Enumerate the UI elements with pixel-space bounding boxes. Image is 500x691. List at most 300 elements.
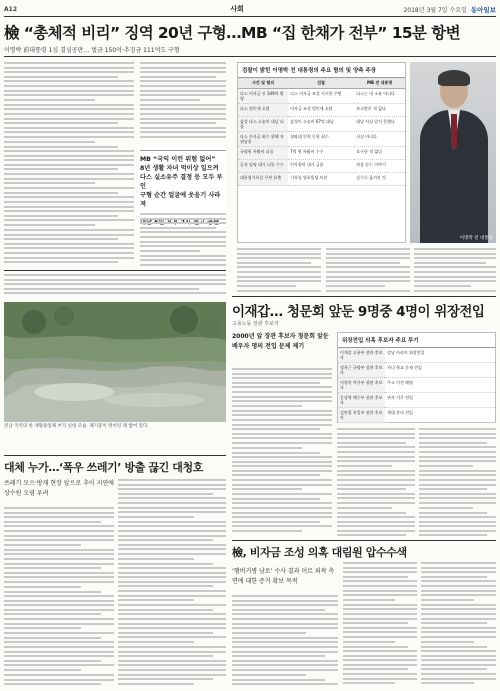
body-text-line <box>118 516 194 518</box>
body-text-line <box>421 673 496 675</box>
body-text-line <box>118 595 226 597</box>
body-text-line <box>118 563 213 565</box>
table-row <box>238 147 405 160</box>
body-text-line <box>4 279 226 281</box>
body-text-line <box>4 627 81 629</box>
body-text-line <box>232 377 332 379</box>
body-text-line <box>337 493 415 495</box>
body-text-line <box>4 196 134 198</box>
body-text-line <box>337 428 415 430</box>
second-headline: 이재갑… 청문회 앞둔 9명중 4명이 위장전입 <box>232 304 485 320</box>
body-text-line <box>140 71 226 73</box>
body-text-line <box>421 585 496 587</box>
body-text-line <box>421 571 496 573</box>
body-text-line <box>326 262 400 264</box>
body-text-line <box>118 581 226 583</box>
body-text-line <box>118 664 226 666</box>
table-row <box>338 393 495 408</box>
body-text-line <box>140 264 226 266</box>
table-cell: 실수로 옮겨진 것 <box>354 173 405 186</box>
body-text-line <box>232 618 338 620</box>
body-text-line <box>232 405 302 407</box>
body-text-line <box>414 248 496 250</box>
body-text-line <box>421 678 496 680</box>
body-text-line <box>421 641 474 643</box>
third-subhead: 쓰레기 모으·방재 현장 앞으로 추이 지연에 상수원 오염 우려 <box>4 480 114 497</box>
table-cell: 대납 사실 알지 못했다 <box>354 117 405 132</box>
body-text-line <box>232 516 332 518</box>
body-text-line <box>118 576 226 578</box>
body-text-line <box>118 646 226 648</box>
body-text-line <box>140 85 226 87</box>
body-text-line <box>232 373 332 375</box>
body-text-line <box>337 451 415 453</box>
body-text-line <box>4 521 101 523</box>
table-cell: 세대 분리 전입 <box>385 408 495 423</box>
body-text-line <box>237 290 321 292</box>
body-text-line <box>326 290 410 292</box>
body-text-line <box>118 618 226 620</box>
body-text-line <box>232 674 306 676</box>
body-text-line <box>140 127 226 129</box>
body-text-line <box>232 442 332 444</box>
body-text-line <box>118 613 226 615</box>
body-text-line <box>4 257 134 259</box>
body-text-line <box>118 683 194 685</box>
body-text-line <box>326 276 410 278</box>
body-text-line <box>421 636 496 638</box>
body-text-line <box>232 424 332 426</box>
body-text-line <box>326 257 410 259</box>
body-text-line <box>232 683 338 685</box>
body-text-line <box>337 488 406 490</box>
third-body-col2 <box>118 479 226 687</box>
header-right <box>403 5 496 14</box>
body-text-line <box>419 484 496 486</box>
body-text-line <box>4 141 95 143</box>
body-text-line <box>140 67 226 69</box>
lead-body-col2-top <box>140 62 226 140</box>
table-cell: 주소 이전 해명 <box>385 378 495 393</box>
table-cell: 요구한 적 없다 <box>354 147 405 160</box>
table-row <box>238 173 405 186</box>
body-text-line <box>140 241 226 243</box>
body-text-line <box>343 590 417 592</box>
table-cell: 청와대 인력 동원 회수 <box>288 132 354 147</box>
lead-body-tail <box>4 274 226 298</box>
body-text-line <box>4 159 134 161</box>
body-text-line <box>4 664 114 666</box>
body-text-line <box>414 262 486 264</box>
body-text-line <box>232 461 332 463</box>
body-text-line <box>118 558 194 560</box>
body-text-line <box>419 465 473 467</box>
body-text-line <box>4 187 134 189</box>
body-text-line <box>237 271 321 273</box>
table-title: 검찰이 밝힌 이명박 전 대통령의 주요 혐의 및 양측 주장 <box>238 63 405 78</box>
table-cell: 김연철 통일부 장관 후보자 <box>338 408 385 423</box>
body-text-line <box>343 636 417 638</box>
body-text-line <box>4 168 118 170</box>
third-headline: 대체 누가…‘폭우 쓰레기’ 방출 끊긴 대청호 <box>4 461 203 474</box>
body-text-line <box>237 262 311 264</box>
body-text-line <box>343 682 395 684</box>
table-cell: 처음 듣는 이야기 <box>354 160 405 173</box>
body-text-line <box>337 479 415 481</box>
body-text-line <box>337 516 415 518</box>
body-text-line <box>421 655 496 657</box>
body-text-line <box>343 604 417 606</box>
body-text-line <box>140 236 226 238</box>
body-text-line <box>343 585 417 587</box>
body-text-line <box>232 655 325 657</box>
fourth-subhead: ‘햄버거병 남로’ 수사 결과 이르 외곽 측면에 대한 증거 확보 목적 <box>232 568 335 585</box>
body-text-line <box>337 446 415 448</box>
body-text-line <box>232 641 338 643</box>
body-text-line <box>232 530 302 532</box>
body-text-line <box>232 637 338 639</box>
body-text-line <box>237 276 321 278</box>
body-text-line <box>4 113 134 115</box>
body-text-line <box>343 576 408 578</box>
table-cell: 공직 임명 대가 뇌물 수수 <box>238 160 288 173</box>
table-row <box>238 89 405 104</box>
highlight-line: 다스 실소유주 결정 등 모두 부인 <box>140 174 223 190</box>
body-text-line <box>337 484 415 486</box>
body-text-line <box>232 609 325 611</box>
body-text-line <box>232 488 302 490</box>
body-text-line <box>4 76 118 78</box>
body-text-line <box>337 474 415 476</box>
body-text-line <box>4 516 114 518</box>
body-text-line <box>118 548 226 550</box>
body-text-line <box>118 669 226 671</box>
body-text-line <box>4 683 101 685</box>
body-text-line <box>140 113 226 115</box>
body-text-line <box>140 99 200 101</box>
body-text-line <box>4 618 114 620</box>
body-text-line <box>343 622 408 624</box>
table-row <box>338 348 495 363</box>
body-text-line <box>232 502 332 504</box>
body-text-line <box>140 90 226 92</box>
body-text-line <box>419 488 487 490</box>
body-text-line <box>118 678 213 680</box>
body-text-line <box>4 274 226 276</box>
body-text-line <box>232 414 332 416</box>
body-text-line <box>118 599 194 601</box>
body-text-line <box>419 521 496 523</box>
body-text-line <box>4 219 134 221</box>
body-text-line <box>419 525 496 527</box>
table-cell: 강남 아파트 위장전입 <box>385 348 495 363</box>
body-text-line <box>419 437 496 439</box>
portrait-caption: 이명박 전 대통령 <box>459 236 493 241</box>
body-text-line <box>337 497 415 499</box>
table-cell: 다스 투자금 회수 위해 직권남용 <box>238 132 288 147</box>
body-text-line <box>140 76 216 78</box>
body-text-line <box>4 604 114 606</box>
body-text-line <box>118 521 226 523</box>
body-text-line <box>337 442 406 444</box>
body-text-line <box>232 410 332 412</box>
body-text-line <box>140 131 226 133</box>
body-text-line <box>326 248 410 250</box>
body-text-line <box>4 660 101 662</box>
body-text-line <box>343 655 417 657</box>
body-text-line <box>337 470 415 472</box>
body-text-line <box>4 674 114 676</box>
table-title: 위장전입 의혹 후보자 주요 투기 <box>338 333 495 348</box>
body-text-line <box>4 118 134 120</box>
body-text-line <box>4 632 114 634</box>
second-body-col2 <box>337 428 415 538</box>
body-text-line <box>118 488 226 490</box>
table-cell: 다스 비자금 등 349억 횡령 <box>238 89 288 104</box>
body-text-line <box>232 484 332 486</box>
body-text-line <box>232 419 332 421</box>
body-text-line <box>421 659 496 661</box>
body-text-line <box>118 530 226 532</box>
body-text-line <box>419 493 496 495</box>
body-text-line <box>4 164 134 166</box>
body-text-line <box>118 497 226 499</box>
body-text-line <box>419 502 496 504</box>
body-text-line <box>419 451 496 453</box>
section-name: 사회 <box>230 5 244 13</box>
body-text-line <box>326 266 410 268</box>
body-text-line <box>140 118 226 120</box>
body-text-line <box>118 507 226 509</box>
body-text-line <box>140 218 226 220</box>
body-text-line <box>337 460 415 462</box>
body-text-line <box>419 446 496 448</box>
body-text-line <box>118 553 226 555</box>
body-text-line <box>337 502 415 504</box>
table-cell: 기록물 영포빌딩 보관 <box>288 173 354 186</box>
body-text-line <box>419 460 496 462</box>
body-text-line <box>118 627 226 629</box>
body-text-line <box>140 227 216 229</box>
body-text-line <box>232 368 332 370</box>
body-text-line <box>118 484 226 486</box>
body-text-line <box>232 386 332 388</box>
body-text-line <box>4 595 114 597</box>
body-text-line <box>337 437 415 439</box>
body-text-line <box>140 231 226 233</box>
lead-headline: 檢 “총체적 비리” 징역 20년 구형…MB “집 한채가 전부” 15분 항변 <box>4 24 460 42</box>
body-text-line <box>118 623 226 625</box>
nominees-grid <box>338 348 495 423</box>
body-text-line <box>140 259 226 261</box>
body-text-line <box>232 664 338 666</box>
newspaper-name: 동아일보 <box>470 5 496 14</box>
body-text-line <box>140 104 226 106</box>
body-text-line <box>118 567 226 569</box>
body-text-line <box>237 266 321 268</box>
body-text-line <box>421 631 496 633</box>
body-text-line <box>4 234 134 236</box>
body-text-line <box>4 150 134 152</box>
body-text-line <box>232 632 306 634</box>
body-text-line <box>414 253 496 255</box>
body-text-line <box>232 474 320 476</box>
body-text-line <box>414 266 496 268</box>
body-text-line <box>4 71 134 73</box>
table-header: 사건 및 혐의 <box>238 78 288 89</box>
body-text-line <box>232 382 320 384</box>
body-text-line <box>4 558 114 560</box>
body-text-line <box>4 586 81 588</box>
body-text-line <box>140 94 226 96</box>
body-text-line <box>4 238 118 240</box>
river-photo-illustration <box>4 302 226 422</box>
body-text-line <box>326 280 410 282</box>
body-text-line <box>4 507 114 509</box>
body-text-line <box>4 80 134 82</box>
body-text-line <box>337 530 415 532</box>
body-text-line <box>4 623 114 625</box>
fourth-body-col2 <box>343 562 417 687</box>
body-text-line <box>337 512 406 514</box>
table-cell: 이정옥 여가부 장관 후보자 <box>338 378 385 393</box>
divider <box>140 150 226 151</box>
table-cell: 삼성 다스 소송비 대납 뇌물 <box>238 117 288 132</box>
body-text-line <box>4 567 101 569</box>
body-text-line <box>232 452 320 454</box>
body-text-line <box>421 576 487 578</box>
body-text-line <box>4 609 114 611</box>
body-text-line <box>118 590 226 592</box>
table-cell: 보고받은 적 없다 <box>354 104 405 117</box>
body-text-line <box>419 507 473 509</box>
body-text-line <box>4 201 134 203</box>
body-text-line <box>419 442 487 444</box>
body-text-line <box>118 535 226 537</box>
body-text-line <box>232 660 338 662</box>
body-text-line <box>343 664 417 666</box>
body-text-line <box>232 433 332 435</box>
body-text-line <box>421 682 474 684</box>
lead-body-col2-bottom <box>140 213 226 266</box>
body-text-line <box>421 646 487 648</box>
body-text-line <box>4 122 118 124</box>
body-text-line <box>421 650 496 652</box>
page-header <box>4 3 496 15</box>
body-text-line <box>232 465 332 467</box>
body-text-line <box>232 600 338 602</box>
body-text-line <box>4 178 134 180</box>
body-text-line <box>343 627 417 629</box>
table-row <box>238 132 405 147</box>
highlight-line: 8년 생활 자녀 억이상 일으켜 <box>140 165 219 172</box>
body-text-line <box>326 285 385 287</box>
table-cell: 대통령기록물 무단 유출 <box>238 173 288 186</box>
body-text-line <box>343 613 417 615</box>
body-text-line <box>421 580 496 582</box>
body-text-line <box>232 507 332 509</box>
body-text-line <box>343 562 417 564</box>
body-text-line <box>421 618 496 620</box>
third-rule <box>4 455 226 456</box>
body-text-line <box>419 512 487 514</box>
body-text-line <box>4 62 134 64</box>
lead-body-col3 <box>237 248 321 292</box>
table-cell: 다스 비자금 조성 지시한 주범 <box>288 89 354 104</box>
lead-body-col4 <box>326 248 410 292</box>
body-text-line <box>4 581 114 583</box>
body-text-line <box>4 553 114 555</box>
body-text-line <box>4 591 101 593</box>
body-text-line <box>343 673 417 675</box>
body-text-line <box>232 400 332 402</box>
body-text-line <box>140 222 226 224</box>
river-photo <box>4 302 226 422</box>
lead-rule <box>4 56 496 57</box>
body-text-line <box>4 173 134 175</box>
body-text-line <box>140 62 226 64</box>
body-text-line <box>118 525 226 527</box>
body-text-line <box>419 433 496 435</box>
body-text-line <box>118 539 213 541</box>
body-text-line <box>232 623 338 625</box>
body-text-line <box>4 530 114 532</box>
body-text-line <box>4 90 134 92</box>
body-text-line <box>337 456 415 458</box>
body-text-line <box>419 497 496 499</box>
body-text-line <box>118 636 226 638</box>
body-text-line <box>232 525 332 527</box>
body-text-line <box>118 511 226 513</box>
body-text-line <box>419 456 496 458</box>
body-text-line <box>4 229 134 231</box>
body-text-line <box>232 604 338 606</box>
body-text-line <box>4 67 134 69</box>
lead-body-col5 <box>414 248 496 292</box>
second-subline: 고용노동 장관 후보자 <box>232 321 279 327</box>
body-text-line <box>237 248 321 250</box>
body-text-line <box>232 646 338 648</box>
body-text-line <box>421 562 496 564</box>
body-text-line <box>414 290 496 292</box>
table-cell: 자녀 학교 문제 전입 <box>385 363 495 378</box>
body-text-line <box>140 255 226 257</box>
body-text-line <box>232 428 320 430</box>
body-text-line <box>421 613 496 615</box>
body-text-line <box>118 604 226 606</box>
body-text-line <box>343 659 417 661</box>
body-text-line <box>4 613 101 615</box>
body-text-line <box>237 257 321 259</box>
body-text-line <box>4 646 114 648</box>
table-header: MB 전 대통령 <box>354 78 405 89</box>
body-text-line <box>343 608 417 610</box>
header-rule <box>4 16 496 17</box>
body-text-line <box>343 618 417 620</box>
body-text-line <box>4 563 114 565</box>
table-cell: 국정원 특활비 뇌물 <box>238 147 288 160</box>
body-text-line <box>4 637 101 639</box>
body-text-line <box>232 498 320 500</box>
body-text-line <box>4 243 134 245</box>
body-text-line <box>343 646 408 648</box>
body-text-line <box>4 544 81 546</box>
body-text-line <box>4 206 134 208</box>
table-cell: 7억 원 특활비 수수 <box>288 147 354 160</box>
body-text-line <box>232 437 332 439</box>
body-text-line <box>343 567 417 569</box>
body-text-line <box>414 280 496 282</box>
